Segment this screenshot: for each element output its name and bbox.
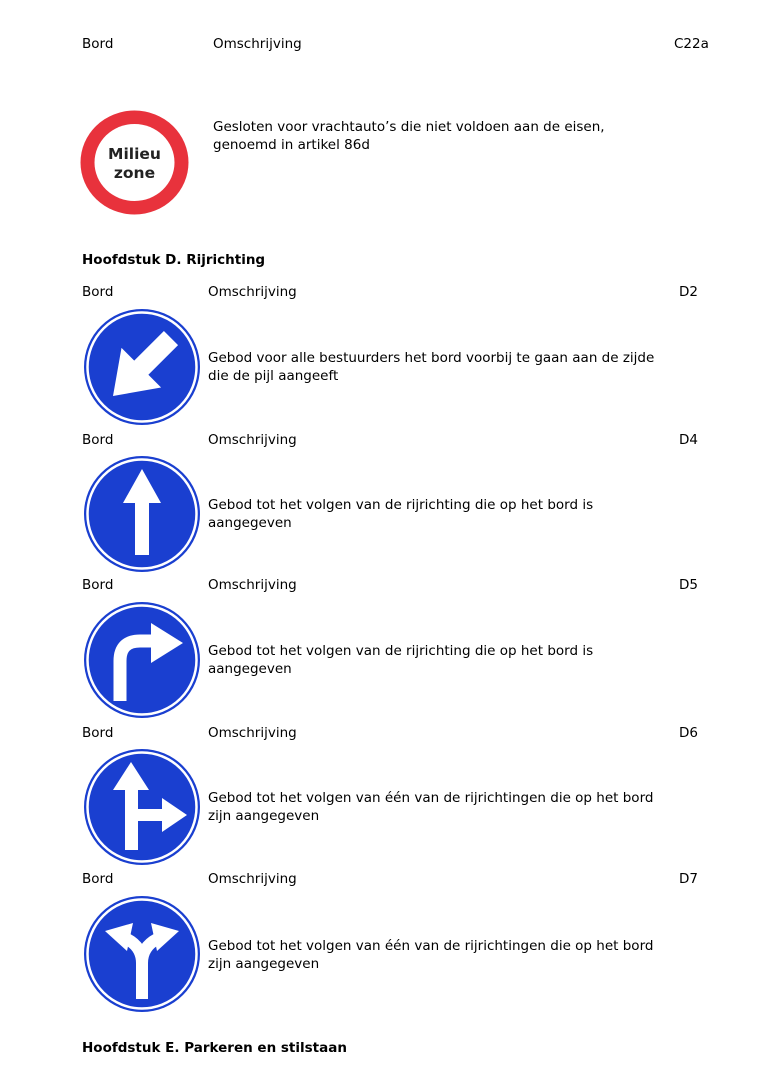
description-line: zijn aangegeven bbox=[208, 808, 320, 824]
column-header-bord: Bord bbox=[82, 284, 114, 300]
diagonal-arrow-down-right-icon bbox=[83, 308, 201, 426]
column-header-omschrijving: Omschrijving bbox=[213, 36, 302, 52]
sign-description bbox=[208, 349, 654, 385]
sign-code: D4 bbox=[679, 432, 698, 448]
column-header-omschrijving: Omschrijving bbox=[208, 432, 297, 448]
sign-description bbox=[208, 496, 593, 532]
sign-code: D2 bbox=[679, 284, 698, 300]
column-header-bord: Bord bbox=[82, 432, 114, 448]
description-line: die de pijl aangeeft bbox=[208, 368, 339, 384]
chapter-heading: Hoofdstuk D. Rijrichting bbox=[82, 252, 266, 268]
chapter-heading: Hoofdstuk E. Parkeren en stilstaan bbox=[82, 1040, 347, 1056]
sign-description bbox=[208, 789, 653, 825]
column-header-omschrijving: Omschrijving bbox=[208, 725, 297, 741]
sign-code: D7 bbox=[679, 871, 698, 887]
sign-text-zone: zone bbox=[113, 164, 156, 182]
description-line: Gebod tot het volgen van de rijrichting die op het bord is bbox=[208, 497, 594, 513]
arrow-up-icon bbox=[83, 455, 201, 573]
arrow-turn-right-icon bbox=[83, 601, 201, 719]
description-line: Gebod tot het volgen van de rijrichting die op het bord is bbox=[208, 643, 594, 659]
column-header-bord: Bord bbox=[82, 725, 114, 741]
description-line: Gebod tot het volgen van één van de rijrichtingen die op het bord bbox=[208, 790, 654, 806]
sign-code: D5 bbox=[679, 577, 698, 593]
description-line: Gebod voor alle bestuurders het bord voorbij te gaan aan de zijde bbox=[208, 350, 655, 366]
arrow-straight-or-right-icon bbox=[83, 748, 201, 866]
column-header-omschrijving: Omschrijving bbox=[208, 284, 297, 300]
description-line: aangegeven bbox=[208, 661, 292, 677]
sign-description bbox=[208, 937, 653, 973]
sign-code: D6 bbox=[679, 725, 698, 741]
sign-description bbox=[213, 118, 605, 154]
arrow-left-or-right-icon bbox=[83, 895, 201, 1013]
description-line: genoemd in artikel 86d bbox=[213, 137, 370, 153]
milieu-zone-sign-icon bbox=[80, 110, 189, 215]
sign-code: C22a bbox=[674, 36, 709, 52]
sign-text-milieu: Milieu bbox=[108, 145, 161, 163]
column-header-bord: Bord bbox=[82, 871, 114, 887]
description-line: Gebod tot het volgen van één van de rijrichtingen die op het bord bbox=[208, 938, 654, 954]
description-line: zijn aangegeven bbox=[208, 956, 320, 972]
column-header-omschrijving: Omschrijving bbox=[208, 577, 297, 593]
column-header-bord: Bord bbox=[82, 36, 114, 52]
description-line: Gesloten voor vrachtauto’s die niet voldoen aan de eisen, bbox=[213, 119, 605, 135]
description-line: aangegeven bbox=[208, 515, 292, 531]
column-header-omschrijving: Omschrijving bbox=[208, 871, 297, 887]
sign-description bbox=[208, 642, 593, 678]
column-header-bord: Bord bbox=[82, 577, 114, 593]
